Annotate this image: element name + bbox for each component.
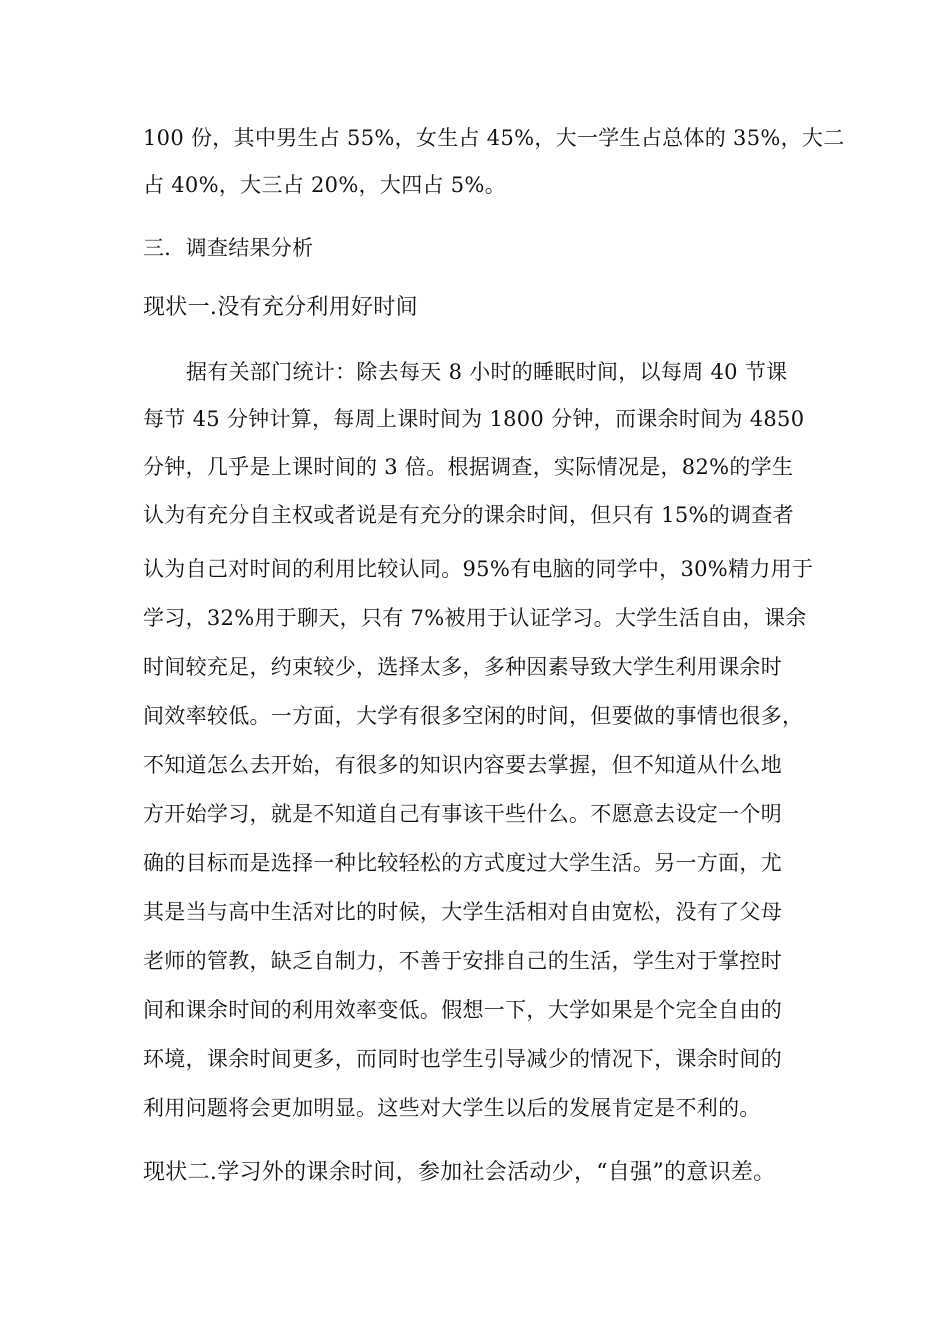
paragraph-line: 方开始学习，就是不知道自己有事该干些什么。不愿意去设定一个明 <box>143 802 782 826</box>
status-two-heading: 现状二.学习外的课余时间，参加社会活动少，“自强”的意识差。 <box>143 1160 776 1185</box>
paragraph-line: 分钟，几乎是上课时间的 3 倍。根据调查，实际情况是，82%的学生 <box>143 455 794 479</box>
paragraph-line: 间和课余时间的利用效率变低。假想一下，大学如果是个完全自由的 <box>143 998 782 1022</box>
paragraph-line: 利用问题将会更加明显。这些对大学生以后的发展肯定是不利的。 <box>143 1096 761 1120</box>
paragraph-line: 学习，32%用于聊天，只有 7%被用于认证学习。大学生活自由，课余 <box>143 606 807 630</box>
paragraph-line: 间效率较低。一方面，大学有很多空闲的时间，但要做的事情也很多， <box>143 704 804 728</box>
paragraph-line: 认为自己对时间的利用比较认同。95%有电脑的同学中，30%精力用于 <box>143 557 814 581</box>
status-one-heading: 现状一.没有充分利用好时间 <box>143 295 418 320</box>
paragraph-line: 其是当与高中生活对比的时候，大学生活相对自由宽松，没有了父母 <box>143 900 782 924</box>
paragraph-line: 认为有充分自主权或者说是有充分的课余时间，但只有 15%的调查者 <box>143 503 794 527</box>
paragraph-line: 据有关部门统计：除去每天 8 小时的睡眠时间，以每周 40 节课 <box>186 360 788 384</box>
paragraph-line: 时间较充足，约束较少，选择太多，多种因素导致大学生利用课余时 <box>143 655 782 679</box>
section-heading: 三．调查结果分析 <box>143 236 314 260</box>
paragraph-line: 环境，课余时间更多，而同时也学生引导减少的情况下，课余时间的 <box>143 1047 782 1071</box>
intro-line: 占 40%，大三占 20%，大四占 5%。 <box>143 173 506 197</box>
intro-line: 100 份，其中男生占 55%，女生占 45%，大一学生占总体的 35%，大二 <box>143 126 845 150</box>
paragraph-line: 确的目标而是选择一种比较轻松的方式度过大学生活。另一方面，尤 <box>143 851 782 875</box>
paragraph-line: 老师的管教，缺乏自制力，不善于安排自己的生活，学生对于掌控时 <box>143 949 782 973</box>
paragraph-line: 不知道怎么去开始，有很多的知识内容要去掌握，但不知道从什么地 <box>143 753 782 777</box>
paragraph-line: 每节 45 分钟计算，每周上课时间为 1800 分钟，而课余时间为 4850 <box>143 407 805 431</box>
